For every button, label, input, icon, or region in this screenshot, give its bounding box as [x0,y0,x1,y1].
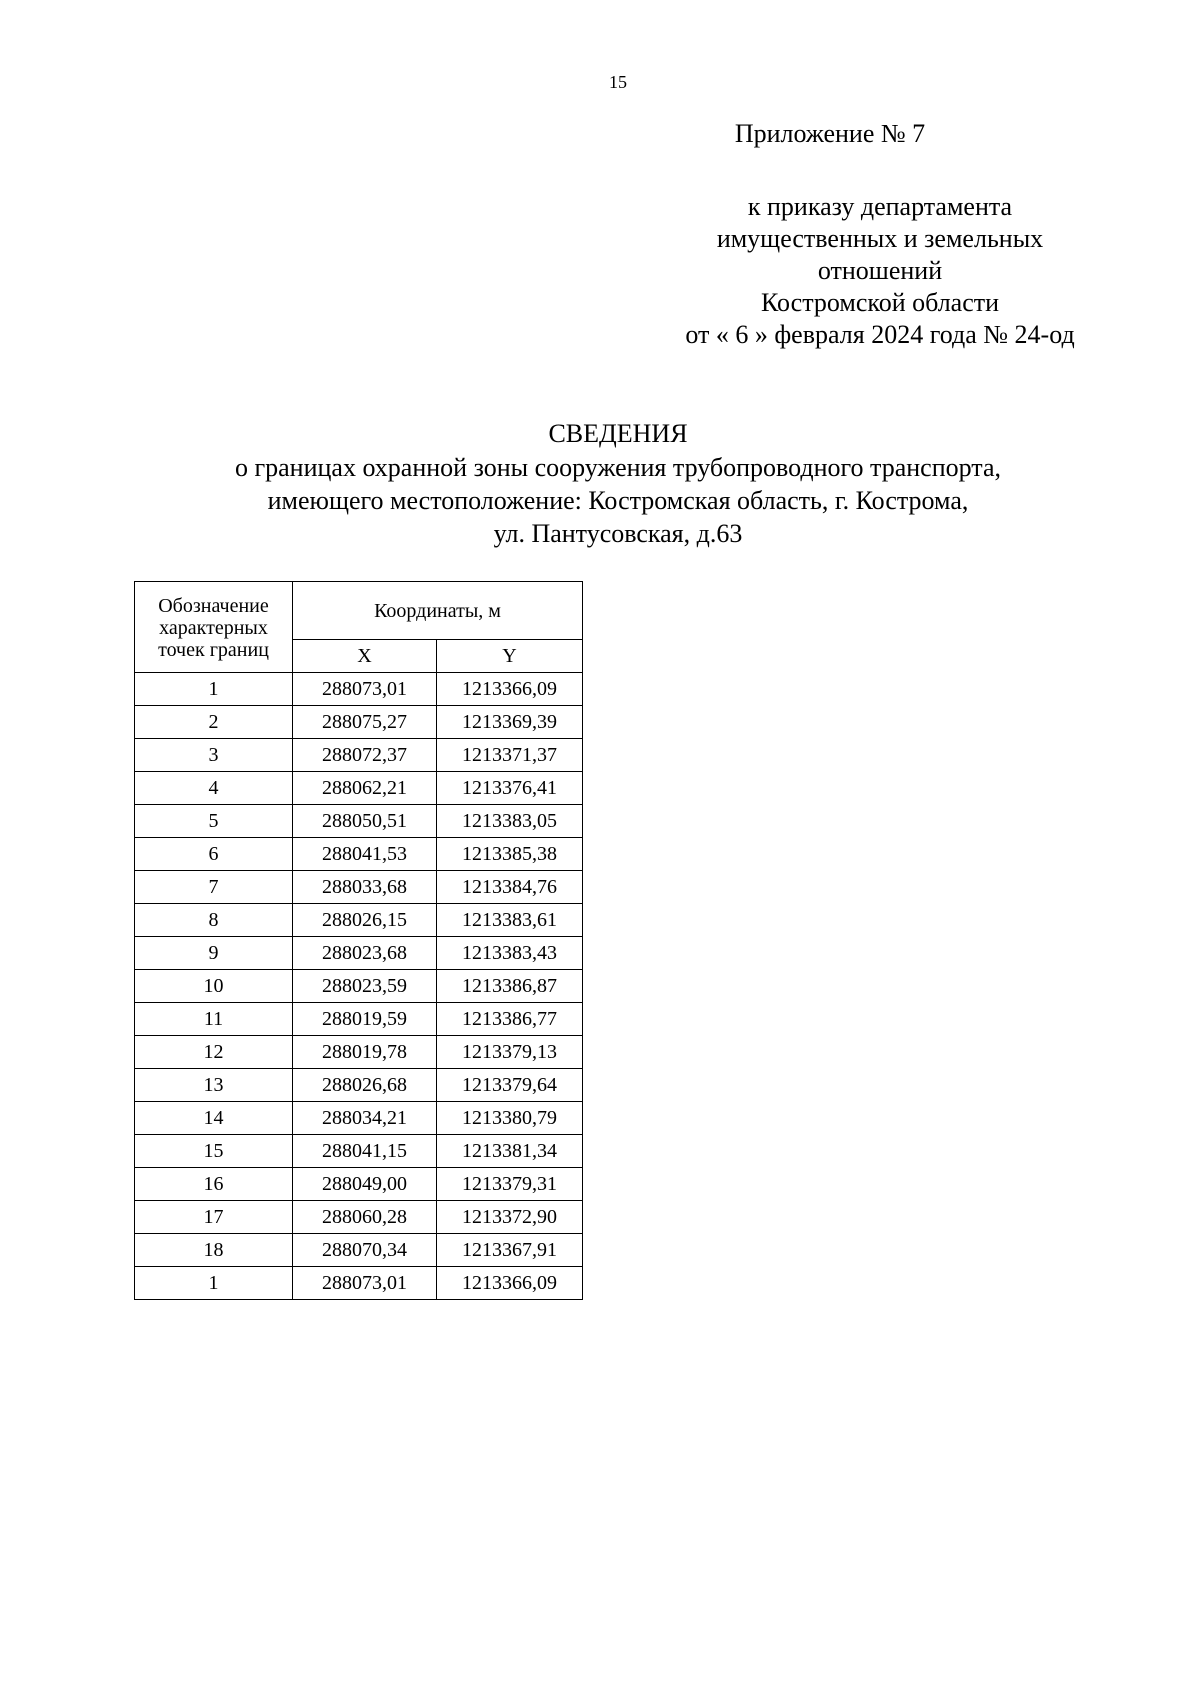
point-cell: 5 [135,805,293,838]
x-cell: 288050,51 [293,805,437,838]
x-cell: 288023,68 [293,937,437,970]
y-cell: 1213386,87 [437,970,583,1003]
x-cell: 288026,15 [293,904,437,937]
coordinates-column-header: Координаты, м [293,582,583,640]
order-reference-line: Костромской области [760,288,1000,317]
y-cell: 1213372,90 [437,1201,583,1234]
y-cell: 1213386,77 [437,1003,583,1036]
x-cell: 288060,28 [293,1201,437,1234]
y-cell: 1213384,76 [437,871,583,904]
table-row [135,1069,583,1102]
point-cell: 4 [135,772,293,805]
table-row [135,1102,583,1135]
point-cell: 1 [135,673,293,706]
x-cell: 288041,53 [293,838,437,871]
order-reference-line: от « 6 » февраля 2024 года № 24-од [685,320,1075,349]
x-cell: 288034,21 [293,1102,437,1135]
page-number: 15 [609,72,627,92]
table-row [135,1003,583,1036]
table-row [135,805,583,838]
document-subtitle [0,451,1200,550]
point-cell: 6 [135,838,293,871]
table-row [135,1036,583,1069]
table-row [135,1135,583,1168]
x-cell: 288023,59 [293,970,437,1003]
point-cell: 10 [135,970,293,1003]
point-cell: 7 [135,871,293,904]
point-cell: 2 [135,706,293,739]
point-header-line: точек границ [158,639,269,661]
document-heading: СВЕДЕНИЯ [548,419,688,448]
y-cell: 1213385,38 [437,838,583,871]
point-header-line: Обозначение [158,595,269,617]
y-cell: 1213369,39 [437,706,583,739]
table-row [135,1267,583,1300]
point-header-line: характерных [159,617,268,639]
table-header-row [135,582,583,640]
x-cell: 288070,34 [293,1234,437,1267]
point-cell: 9 [135,937,293,970]
y-cell: 1213366,09 [437,673,583,706]
order-reference-line: отношений [817,256,943,285]
point-column-header [135,582,293,673]
x-cell: 288041,15 [293,1135,437,1168]
y-cell: 1213379,64 [437,1069,583,1102]
y-cell: 1213381,34 [437,1135,583,1168]
table-row [135,673,583,706]
table-row [135,838,583,871]
x-cell: 288062,21 [293,772,437,805]
y-cell: 1213367,91 [437,1234,583,1267]
y-cell: 1213371,37 [437,739,583,772]
point-cell: 14 [135,1102,293,1135]
document-subtitle-line: о границах охранной зоны сооружения трубопроводного транспорта, [234,453,1002,482]
table-row [135,739,583,772]
point-cell: 8 [135,904,293,937]
x-cell: 288019,78 [293,1036,437,1069]
point-cell: 13 [135,1069,293,1102]
y-cell: 1213383,05 [437,805,583,838]
table-row [135,904,583,937]
y-cell: 1213383,43 [437,937,583,970]
point-cell: 3 [135,739,293,772]
point-cell: 11 [135,1003,293,1036]
point-cell: 12 [135,1036,293,1069]
table-row [135,706,583,739]
y-cell: 1213379,31 [437,1168,583,1201]
x-cell: 288073,01 [293,1267,437,1300]
point-cell: 16 [135,1168,293,1201]
x-cell: 288049,00 [293,1168,437,1201]
x-cell: 288019,59 [293,1003,437,1036]
table-row [135,1201,583,1234]
coordinates-table [134,581,583,1300]
appendix-title: Приложение № 7 [734,119,926,148]
order-reference-line: имущественных и земельных [716,224,1044,253]
document-subtitle-line: ул. Пантусовская, д.63 [493,519,743,548]
y-column-header: Y [437,640,583,673]
table-row [135,1168,583,1201]
x-cell: 288073,01 [293,673,437,706]
point-cell: 18 [135,1234,293,1267]
x-cell: 288026,68 [293,1069,437,1102]
table-row [135,1234,583,1267]
table-row [135,937,583,970]
y-cell: 1213379,13 [437,1036,583,1069]
x-cell: 288075,27 [293,706,437,739]
y-cell: 1213380,79 [437,1102,583,1135]
order-reference-line: к приказу департамента [747,192,1013,221]
order-reference [630,191,1130,351]
table-row [135,970,583,1003]
document-subtitle-line: имеющего местоположение: Костромская область, г. Кострома, [267,486,969,515]
coordinates-table-body [135,673,583,1300]
y-cell: 1213376,41 [437,772,583,805]
x-cell: 288072,37 [293,739,437,772]
x-cell: 288033,68 [293,871,437,904]
table-row [135,772,583,805]
point-cell: 15 [135,1135,293,1168]
point-cell: 17 [135,1201,293,1234]
y-cell: 1213383,61 [437,904,583,937]
table-row [135,871,583,904]
point-cell: 1 [135,1267,293,1300]
y-cell: 1213366,09 [437,1267,583,1300]
x-column-header: X [293,640,437,673]
